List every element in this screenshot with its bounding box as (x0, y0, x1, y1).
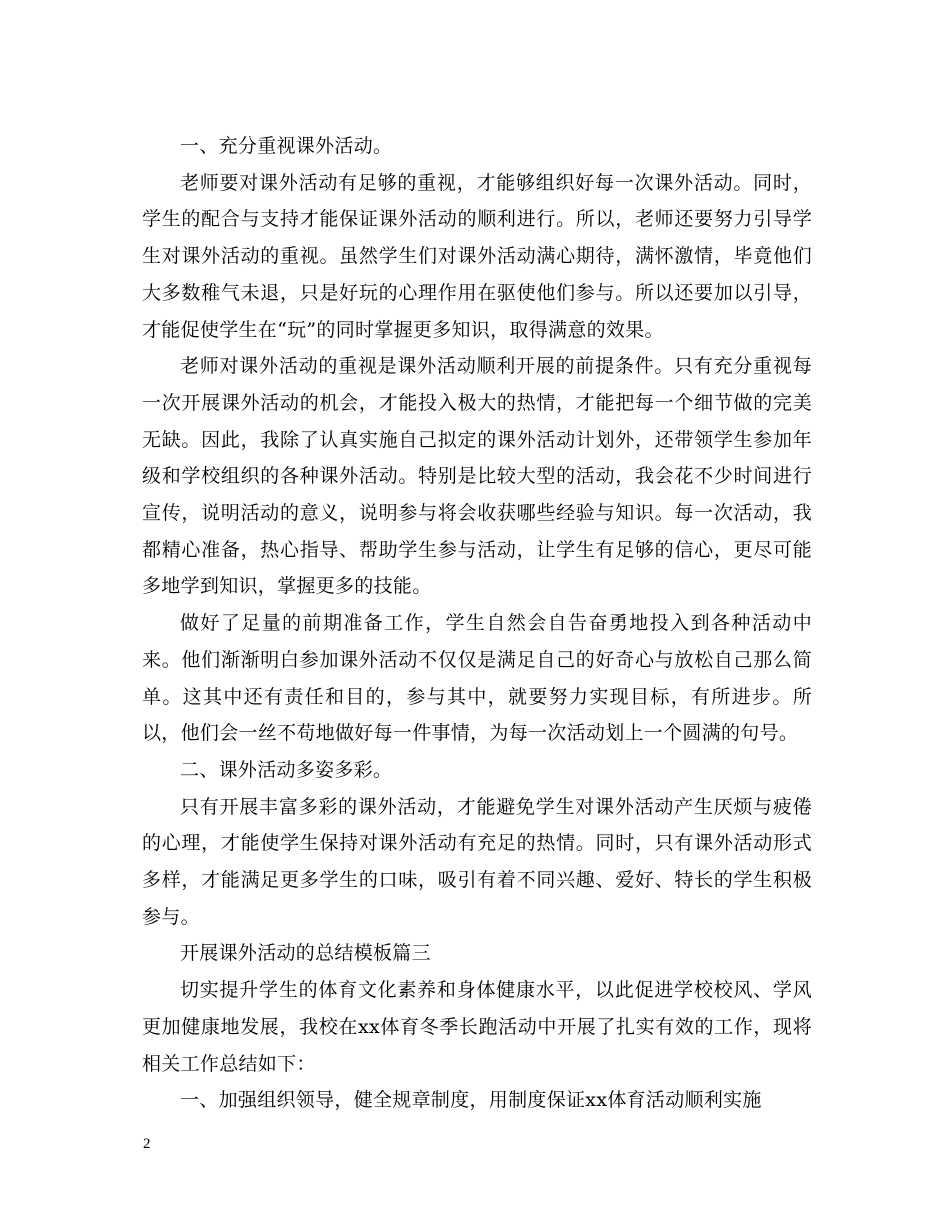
article-title: 开展课外活动的总结模板篇三 (180, 942, 431, 965)
paragraph: 切实提升学生的体育文化素养和身体健康水平，以此促进学校校风、学风更加健康地发展，我校在xx体育冬季长跑活动中开展了扎实有效的工作，现将相关工作总结如下： (142, 979, 812, 1075)
paragraph: 做好了足量的前期准备工作，学生自然会自告奋勇地投入到各种活动中来。他们渐渐明白参加课外活动不仅仅是满足自己的好奇心与放松自己那么简单。这其中还有责任和目的，参与其中，就要努力实现目标，有所进步。所以，他们会一丝不苟地做好每一件事情，为每一次活动划上一个圆满的句号。 (142, 612, 812, 745)
section-heading-3: 一、加强组织领导，健全规章制度，用制度保证xx体育活动顺利实施 (180, 1089, 762, 1112)
document-body (142, 128, 812, 1119)
page-number: 2 (143, 1136, 151, 1152)
paragraph: 老师对课外活动的重视是课外活动顺利开展的前提条件。只有充分重视每一次开展课外活动的机会，才能投入极大的热情，才能把每一个细节做的完美无缺。因此，我除了认真实施自己拟定的课外活动计划外，还带领学生参加年级和学校组织的各种课外活动。特别是比较大型的活动，我会花不少时间进行宣传，说明活动的意义，说明参与将会收获哪些经验与知识。每一次活动，我都精心准备，热心指导、帮助学生参与活动，让学生有足够的信心，更尽可能多地学到知识，掌握更多的技能。 (142, 355, 812, 598)
paragraph: 只有开展丰富多彩的课外活动，才能避免学生对课外活动产生厌烦与疲倦的心理，才能使学生保持对课外活动有充足的热情。同时，只有课外活动形式多样，才能满足更多学生的口味，吸引有着不同兴趣、爱好、特长的学生积极参与。 (142, 795, 812, 928)
paragraph: 老师要对课外活动有足够的重视，才能够组织好每一次课外活动。同时，学生的配合与支持才能保证课外活动的顺利进行。所以，老师还要努力引导学生对课外活动的重视。虽然学生们对课外活动满心期待，满怀激情，毕竟他们大多数稚气未退，只是好玩的心理作用在驱使他们参与。所以还要加以引导，才能促使学生在“玩”的同时掌握更多知识，取得满意的效果。 (142, 171, 812, 341)
section-heading-2: 二、课外活动多姿多彩。 (180, 758, 393, 781)
section-heading-1: 一、充分重视课外活动。 (180, 135, 393, 157)
